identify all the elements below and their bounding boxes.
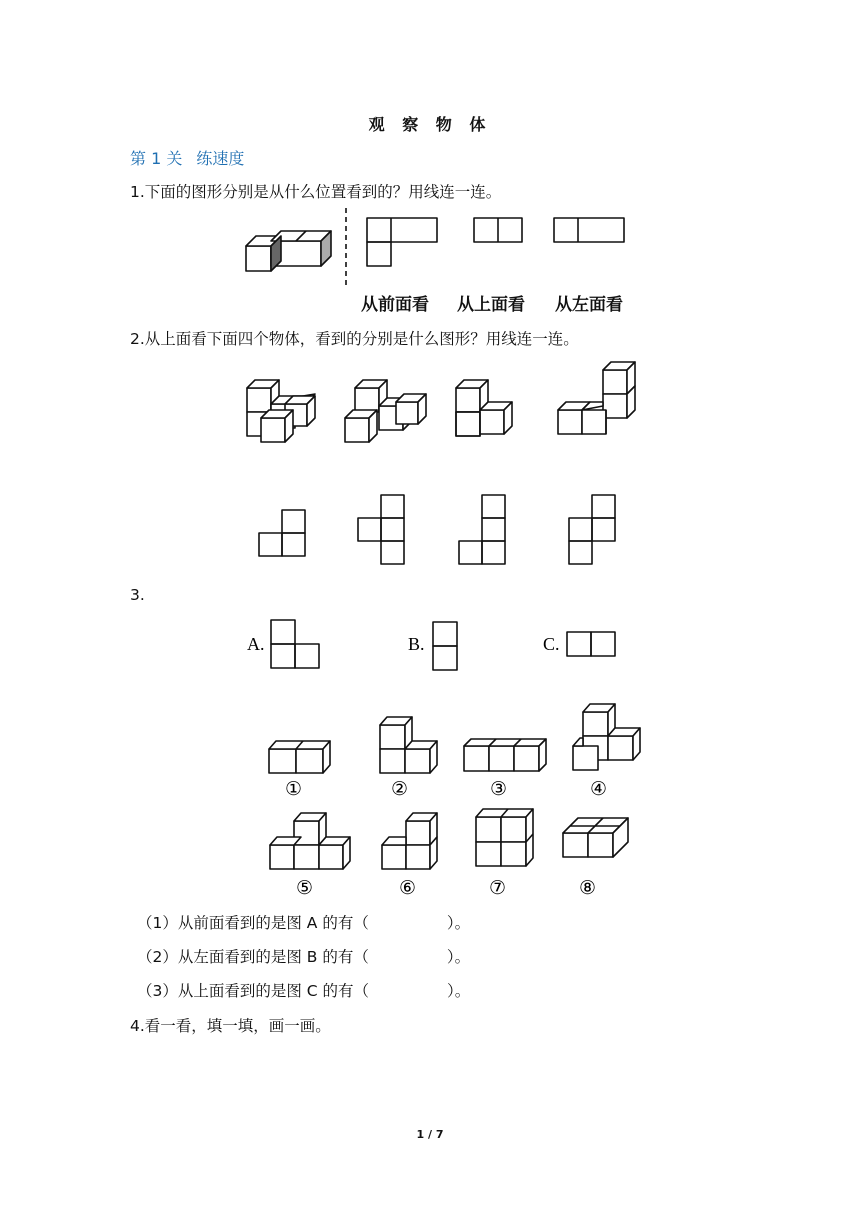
question-3-part-1: （1）从前面看到的是图 A 的有（ ）。 [137, 914, 471, 932]
q2-solid-figure-3 [456, 380, 512, 436]
view-label-top: 从上面看 [457, 295, 525, 315]
option-b-label: B. [408, 634, 425, 654]
q3-shape-c [567, 632, 615, 656]
question-3-part-2: （2）从左面看到的是图 B 的有（ ）。 [137, 948, 471, 966]
q2-top-view-1 [259, 510, 305, 556]
q2-top-view-2 [358, 495, 404, 564]
option-a-label: A. [247, 634, 265, 654]
q1-view-shape-1 [367, 218, 437, 266]
section-name: 练速度 [196, 149, 245, 168]
q3-solid-2 [380, 717, 437, 773]
q2-solid-figure-4 [558, 362, 635, 434]
q3-shape-b [433, 622, 457, 670]
q1-view-shape-2 [474, 218, 522, 242]
question-4: 4.看一看，填一填，画一画。 [130, 1017, 331, 1035]
q3-shape-a [271, 620, 319, 668]
view-label-left: 从左面看 [555, 295, 623, 315]
q3-solid-3 [464, 739, 546, 771]
solid-number-4: ④ [590, 778, 608, 800]
q3-solid-5 [270, 813, 350, 869]
question-3-part-3: （3）从上面看到的是图 C 的有（ ）。 [137, 982, 471, 1000]
question-2: 2.从上面看下面四个物体，看到的分别是什么图形？用线连一连。 [130, 330, 579, 348]
solid-number-5: ⑤ [296, 877, 314, 899]
q1-view-shape-3 [554, 218, 624, 242]
solid-number-8: ⑧ [579, 877, 597, 899]
option-c-label: C. [543, 634, 560, 654]
solid-number-3: ③ [490, 778, 508, 800]
q2-solid-figure-2 [345, 380, 426, 442]
q2-solid-figure-1 [247, 380, 315, 442]
q3-solid-1 [269, 741, 330, 773]
q2-top-view-3 [459, 495, 505, 564]
page-number: 1 / 7 [416, 1128, 444, 1141]
q3-solid-8 [563, 818, 628, 857]
solid-number-1: ① [285, 778, 303, 800]
page-title: 观 察 物 体 [368, 115, 492, 134]
section-number: 第 1 关 [130, 149, 183, 168]
q1-solid-figure [246, 231, 331, 271]
solid-number-2: ② [391, 778, 409, 800]
solid-number-7: ⑦ [489, 877, 507, 899]
q3-solid-7 [476, 809, 533, 866]
q3-solid-6 [382, 813, 437, 869]
q3-solid-4 [573, 704, 640, 770]
question-3: 3. [130, 586, 145, 604]
view-label-front: 从前面看 [361, 295, 429, 315]
q2-top-view-4 [569, 495, 615, 564]
question-1: 1.下面的图形分别是从什么位置看到的？用线连一连。 [130, 183, 502, 201]
solid-number-6: ⑥ [399, 877, 417, 899]
